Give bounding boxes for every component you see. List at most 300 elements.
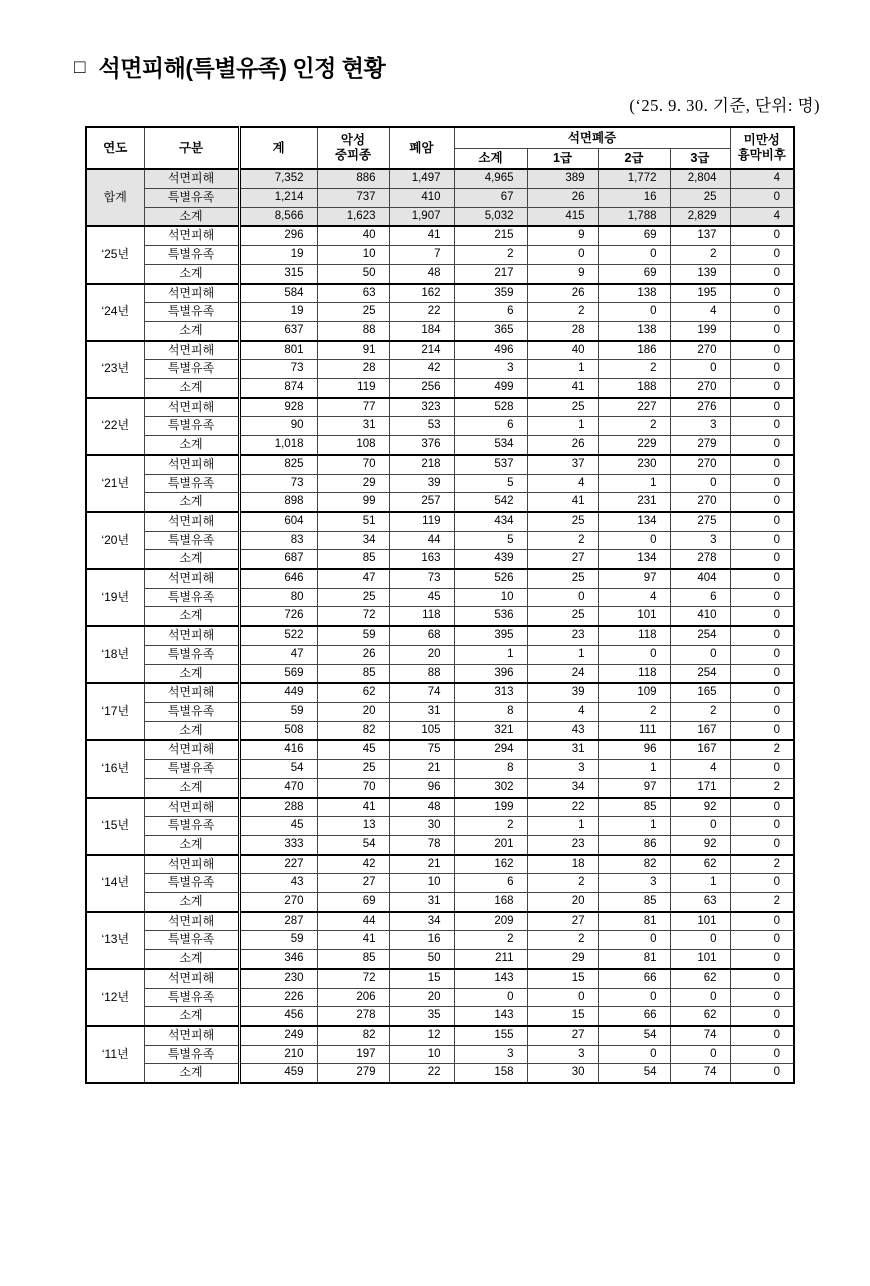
category-cell: 특별유족 [144, 417, 239, 436]
value-cell: 415 [527, 207, 598, 226]
value-cell: 217 [454, 264, 527, 283]
category-cell: 소계 [144, 550, 239, 569]
value-cell: 1,907 [389, 207, 454, 226]
value-cell: 321 [454, 721, 527, 740]
value-cell: 25 [527, 398, 598, 417]
header-total: 계 [239, 127, 317, 169]
value-cell: 18 [527, 855, 598, 874]
value-cell: 119 [389, 512, 454, 531]
value-cell: 459 [239, 1064, 317, 1083]
value-cell: 211 [454, 950, 527, 969]
value-cell: 28 [527, 321, 598, 340]
category-cell: 특별유족 [144, 246, 239, 265]
value-cell: 0 [730, 760, 794, 779]
value-cell: 139 [670, 264, 730, 283]
value-cell: 8 [454, 760, 527, 779]
value-cell: 0 [730, 341, 794, 360]
table-row [86, 626, 794, 645]
value-cell: 24 [527, 664, 598, 683]
table-row [86, 798, 794, 817]
value-cell: 256 [389, 379, 454, 398]
table-row [86, 893, 794, 912]
value-cell: 20 [317, 702, 389, 721]
value-cell: 1 [527, 360, 598, 379]
value-cell: 0 [730, 189, 794, 208]
table-row [86, 264, 794, 283]
value-cell: 210 [239, 1045, 317, 1064]
value-cell: 287 [239, 912, 317, 931]
category-cell: 특별유족 [144, 817, 239, 836]
value-cell: 0 [730, 645, 794, 664]
value-cell: 0 [730, 284, 794, 303]
value-cell: 0 [730, 1026, 794, 1045]
category-cell: 소계 [144, 721, 239, 740]
value-cell: 5 [454, 474, 527, 493]
value-cell: 29 [527, 950, 598, 969]
value-cell: 72 [317, 607, 389, 626]
value-cell: 206 [317, 988, 389, 1007]
value-cell: 0 [730, 569, 794, 588]
value-cell: 0 [730, 1064, 794, 1083]
value-cell: 62 [317, 683, 389, 702]
value-cell: 99 [317, 493, 389, 512]
value-cell: 44 [389, 531, 454, 550]
value-cell: 23 [527, 626, 598, 645]
value-cell: 499 [454, 379, 527, 398]
value-cell: 88 [389, 664, 454, 683]
value-cell: 19 [239, 303, 317, 322]
value-cell: 69 [598, 226, 670, 245]
value-cell: 0 [598, 645, 670, 664]
value-cell: 0 [730, 1045, 794, 1064]
year-cell: 합계 [86, 169, 144, 226]
value-cell: 4 [670, 760, 730, 779]
value-cell: 4 [730, 207, 794, 226]
category-cell: 석면피해 [144, 1026, 239, 1045]
category-cell: 석면피해 [144, 798, 239, 817]
value-cell: 7,352 [239, 169, 317, 188]
value-cell: 737 [317, 189, 389, 208]
value-cell: 165 [670, 683, 730, 702]
category-cell: 석면피해 [144, 969, 239, 988]
value-cell: 162 [454, 855, 527, 874]
header-mesothelioma-line2: 중피종 [334, 148, 372, 163]
value-cell: 70 [317, 778, 389, 797]
value-cell: 0 [730, 531, 794, 550]
table-row [86, 303, 794, 322]
value-cell: 229 [598, 436, 670, 455]
value-cell: 138 [598, 284, 670, 303]
value-cell: 333 [239, 835, 317, 854]
value-cell: 83 [239, 531, 317, 550]
value-cell: 72 [317, 969, 389, 988]
value-cell: 188 [598, 379, 670, 398]
value-cell: 1 [598, 474, 670, 493]
year-cell: ‘13년 [86, 912, 144, 969]
value-cell: 1,623 [317, 207, 389, 226]
value-cell: 0 [730, 303, 794, 322]
value-cell: 6 [454, 417, 527, 436]
value-cell: 27 [317, 874, 389, 893]
value-cell: 0 [454, 988, 527, 1007]
value-cell: 215 [454, 226, 527, 245]
value-cell: 92 [670, 798, 730, 817]
value-cell: 1 [527, 817, 598, 836]
table-row [86, 588, 794, 607]
value-cell: 25 [527, 569, 598, 588]
value-cell: 3 [527, 760, 598, 779]
value-cell: 186 [598, 341, 670, 360]
value-cell: 604 [239, 512, 317, 531]
category-cell: 특별유족 [144, 189, 239, 208]
category-cell: 소계 [144, 264, 239, 283]
value-cell: 8 [454, 702, 527, 721]
value-cell: 0 [730, 931, 794, 950]
value-cell: 542 [454, 493, 527, 512]
value-cell: 0 [730, 835, 794, 854]
asbestos-recognition-table [85, 126, 795, 1084]
category-cell: 소계 [144, 607, 239, 626]
value-cell: 0 [670, 645, 730, 664]
table-row [86, 988, 794, 1007]
category-cell: 석면피해 [144, 169, 239, 188]
year-cell: ‘21년 [86, 455, 144, 512]
category-cell: 특별유족 [144, 874, 239, 893]
value-cell: 69 [317, 893, 389, 912]
value-cell: 537 [454, 455, 527, 474]
value-cell: 0 [730, 550, 794, 569]
value-cell: 74 [670, 1064, 730, 1083]
value-cell: 69 [598, 264, 670, 283]
year-cell: ‘17년 [86, 683, 144, 740]
value-cell: 96 [389, 778, 454, 797]
table-row [86, 721, 794, 740]
header-asbestosis-subtotal: 소계 [454, 148, 527, 169]
value-cell: 68 [389, 626, 454, 645]
value-cell: 47 [317, 569, 389, 588]
value-cell: 85 [317, 550, 389, 569]
value-cell: 687 [239, 550, 317, 569]
value-cell: 0 [730, 493, 794, 512]
value-cell: 275 [670, 512, 730, 531]
table-header [86, 127, 794, 169]
value-cell: 86 [598, 835, 670, 854]
year-cell: ‘20년 [86, 512, 144, 569]
table-row [86, 702, 794, 721]
category-cell: 소계 [144, 778, 239, 797]
value-cell: 25 [317, 588, 389, 607]
value-cell: 1 [454, 645, 527, 664]
value-cell: 63 [670, 893, 730, 912]
reference-date-note: (‘25. 9. 30. 기준, 단위: 명) [629, 96, 820, 116]
value-cell: 111 [598, 721, 670, 740]
value-cell: 4 [598, 588, 670, 607]
value-cell: 73 [239, 474, 317, 493]
value-cell: 41 [527, 493, 598, 512]
value-cell: 54 [317, 835, 389, 854]
value-cell: 0 [598, 988, 670, 1007]
table-row [86, 417, 794, 436]
header-lung-cancer: 폐암 [389, 127, 454, 169]
value-cell: 73 [389, 569, 454, 588]
table-row [86, 341, 794, 360]
value-cell: 31 [389, 702, 454, 721]
category-cell: 특별유족 [144, 702, 239, 721]
value-cell: 34 [527, 778, 598, 797]
value-cell: 0 [598, 1045, 670, 1064]
value-cell: 886 [317, 169, 389, 188]
value-cell: 0 [730, 626, 794, 645]
value-cell: 569 [239, 664, 317, 683]
value-cell: 2 [730, 893, 794, 912]
value-cell: 227 [239, 855, 317, 874]
value-cell: 45 [389, 588, 454, 607]
value-cell: 31 [317, 417, 389, 436]
category-cell: 석면피해 [144, 683, 239, 702]
table-row [86, 531, 794, 550]
value-cell: 389 [527, 169, 598, 188]
table-row [86, 817, 794, 836]
value-cell: 15 [389, 969, 454, 988]
header-asbestosis-grade1: 1급 [527, 148, 598, 169]
table-row [86, 1026, 794, 1045]
value-cell: 74 [670, 1026, 730, 1045]
table-row [86, 493, 794, 512]
value-cell: 296 [239, 226, 317, 245]
value-cell: 41 [389, 226, 454, 245]
value-cell: 270 [670, 341, 730, 360]
value-cell: 2 [598, 360, 670, 379]
table-row [86, 969, 794, 988]
value-cell: 20 [389, 988, 454, 1007]
value-cell: 40 [527, 341, 598, 360]
value-cell: 3 [454, 360, 527, 379]
value-cell: 92 [670, 835, 730, 854]
value-cell: 209 [454, 912, 527, 931]
value-cell: 1,772 [598, 169, 670, 188]
value-cell: 4,965 [454, 169, 527, 188]
value-cell: 313 [454, 683, 527, 702]
value-cell: 27 [527, 1026, 598, 1045]
value-cell: 3 [598, 874, 670, 893]
value-cell: 0 [670, 360, 730, 379]
value-cell: 0 [527, 988, 598, 1007]
category-cell: 소계 [144, 207, 239, 226]
value-cell: 346 [239, 950, 317, 969]
value-cell: 48 [389, 798, 454, 817]
category-cell: 소계 [144, 493, 239, 512]
value-cell: 62 [670, 1007, 730, 1026]
value-cell: 0 [730, 874, 794, 893]
table-row [86, 512, 794, 531]
value-cell: 27 [527, 912, 598, 931]
value-cell: 118 [598, 626, 670, 645]
table-row [86, 360, 794, 379]
value-cell: 39 [527, 683, 598, 702]
value-cell: 47 [239, 645, 317, 664]
table-row [86, 246, 794, 265]
value-cell: 10 [389, 1045, 454, 1064]
value-cell: 163 [389, 550, 454, 569]
table-row [86, 1045, 794, 1064]
value-cell: 28 [317, 360, 389, 379]
value-cell: 227 [598, 398, 670, 417]
value-cell: 0 [598, 246, 670, 265]
table-row [86, 207, 794, 226]
value-cell: 70 [317, 455, 389, 474]
value-cell: 1 [598, 817, 670, 836]
value-cell: 81 [598, 950, 670, 969]
table-row [86, 778, 794, 797]
value-cell: 0 [730, 1007, 794, 1026]
table-row [86, 874, 794, 893]
value-cell: 0 [730, 988, 794, 1007]
value-cell: 25 [527, 607, 598, 626]
value-cell: 0 [598, 303, 670, 322]
value-cell: 0 [670, 931, 730, 950]
value-cell: 0 [670, 474, 730, 493]
value-cell: 25 [317, 303, 389, 322]
value-cell: 199 [454, 798, 527, 817]
value-cell: 26 [317, 645, 389, 664]
value-cell: 0 [670, 1045, 730, 1064]
value-cell: 51 [317, 512, 389, 531]
value-cell: 167 [670, 721, 730, 740]
value-cell: 218 [389, 455, 454, 474]
header-pleural-line2: 흉막비후 [737, 148, 786, 163]
category-cell: 소계 [144, 893, 239, 912]
value-cell: 20 [389, 645, 454, 664]
value-cell: 10 [454, 588, 527, 607]
value-cell: 27 [527, 550, 598, 569]
value-cell: 1 [598, 760, 670, 779]
value-cell: 59 [317, 626, 389, 645]
table-row [86, 607, 794, 626]
table-row [86, 683, 794, 702]
value-cell: 201 [454, 835, 527, 854]
value-cell: 496 [454, 341, 527, 360]
value-cell: 34 [317, 531, 389, 550]
year-cell: ‘11년 [86, 1026, 144, 1083]
value-cell: 118 [598, 664, 670, 683]
value-cell: 82 [317, 721, 389, 740]
value-cell: 270 [670, 379, 730, 398]
value-cell: 508 [239, 721, 317, 740]
value-cell: 2,804 [670, 169, 730, 188]
table-row [86, 664, 794, 683]
category-cell: 특별유족 [144, 988, 239, 1007]
value-cell: 2 [598, 417, 670, 436]
value-cell: 254 [670, 626, 730, 645]
document-page [0, 56, 870, 1286]
value-cell: 0 [730, 817, 794, 836]
value-cell: 66 [598, 1007, 670, 1026]
value-cell: 278 [317, 1007, 389, 1026]
table-row [86, 645, 794, 664]
value-cell: 138 [598, 321, 670, 340]
value-cell: 278 [670, 550, 730, 569]
value-cell: 522 [239, 626, 317, 645]
category-cell: 석면피해 [144, 626, 239, 645]
value-cell: 48 [389, 264, 454, 283]
header-pleural-line1: 미만성 [743, 132, 780, 147]
value-cell: 12 [389, 1026, 454, 1045]
value-cell: 226 [239, 988, 317, 1007]
value-cell: 646 [239, 569, 317, 588]
value-cell: 168 [454, 893, 527, 912]
category-cell: 석면피해 [144, 398, 239, 417]
value-cell: 10 [317, 246, 389, 265]
table-row [86, 321, 794, 340]
value-cell: 410 [670, 607, 730, 626]
value-cell: 62 [670, 969, 730, 988]
category-cell: 특별유족 [144, 760, 239, 779]
value-cell: 134 [598, 512, 670, 531]
value-cell: 1 [527, 417, 598, 436]
table-row [86, 398, 794, 417]
year-cell: ‘14년 [86, 855, 144, 912]
value-cell: 528 [454, 398, 527, 417]
value-cell: 26 [527, 189, 598, 208]
value-cell: 2 [527, 303, 598, 322]
value-cell: 50 [317, 264, 389, 283]
value-cell: 359 [454, 284, 527, 303]
value-cell: 42 [389, 360, 454, 379]
value-cell: 101 [670, 912, 730, 931]
value-cell: 167 [670, 740, 730, 759]
value-cell: 54 [598, 1064, 670, 1083]
value-cell: 88 [317, 321, 389, 340]
value-cell: 4 [527, 474, 598, 493]
category-cell: 소계 [144, 1064, 239, 1083]
category-cell: 석면피해 [144, 341, 239, 360]
value-cell: 29 [317, 474, 389, 493]
category-cell: 소계 [144, 1007, 239, 1026]
value-cell: 0 [730, 417, 794, 436]
value-cell: 59 [239, 702, 317, 721]
value-cell: 0 [527, 246, 598, 265]
value-cell: 13 [317, 817, 389, 836]
value-cell: 158 [454, 1064, 527, 1083]
category-cell: 석면피해 [144, 912, 239, 931]
value-cell: 143 [454, 969, 527, 988]
value-cell: 171 [670, 778, 730, 797]
value-cell: 30 [389, 817, 454, 836]
value-cell: 41 [317, 798, 389, 817]
category-cell: 석면피해 [144, 512, 239, 531]
value-cell: 0 [730, 321, 794, 340]
value-cell: 85 [317, 664, 389, 683]
value-cell: 279 [670, 436, 730, 455]
value-cell: 2 [670, 702, 730, 721]
value-cell: 26 [527, 436, 598, 455]
header-category: 구분 [144, 127, 239, 169]
value-cell: 0 [730, 360, 794, 379]
value-cell: 4 [670, 303, 730, 322]
page-title: 석면피해(특별유족) 인정 현황 [98, 55, 386, 81]
table-row [86, 855, 794, 874]
value-cell: 2 [454, 246, 527, 265]
value-cell: 2 [527, 931, 598, 950]
value-cell: 30 [527, 1064, 598, 1083]
value-cell: 74 [389, 683, 454, 702]
value-cell: 0 [730, 969, 794, 988]
table-row [86, 569, 794, 588]
header-asbestosis-grade2: 2급 [598, 148, 670, 169]
value-cell: 4 [730, 169, 794, 188]
value-cell: 35 [389, 1007, 454, 1026]
value-cell: 0 [730, 512, 794, 531]
